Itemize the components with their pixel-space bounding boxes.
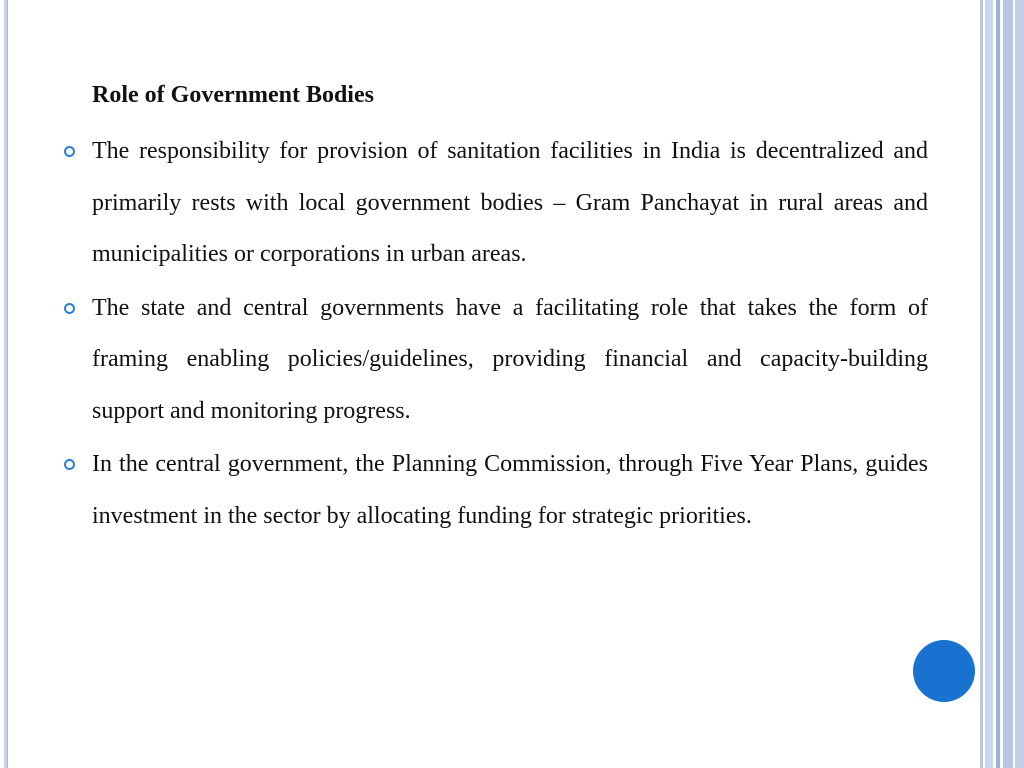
slide-heading: Role of Government Bodies bbox=[92, 82, 374, 108]
bullet-circle-icon bbox=[64, 459, 75, 470]
slide-content bbox=[92, 78, 928, 544]
bullet-text: In the central government, the Planning Commission, through Five Year Plans, guides investment in the sector by allocating funding for strategic priorities. bbox=[92, 451, 928, 529]
bullet-circle-icon bbox=[64, 303, 75, 314]
bullet-item bbox=[92, 439, 928, 542]
bullet-text: The state and central governments have a facilitating role that takes the form of framing enabling policies/guidelines, providing financial and capacity-building support and monitoring progress. bbox=[92, 294, 928, 424]
slide-left-border bbox=[4, 0, 8, 768]
bullet-circle-icon bbox=[64, 146, 75, 157]
bullet-list bbox=[92, 126, 928, 542]
bullet-item bbox=[92, 283, 928, 438]
decorative-circle-icon bbox=[913, 640, 975, 702]
slide-right-border bbox=[980, 0, 1024, 768]
bullet-text: The responsibility for provision of sanitation facilities in India is decentralized and primarily rests with local government bodies – Gram Panchayat in rural areas and municipalities or corporations in urban areas. bbox=[92, 138, 928, 267]
bullet-item bbox=[92, 126, 928, 281]
